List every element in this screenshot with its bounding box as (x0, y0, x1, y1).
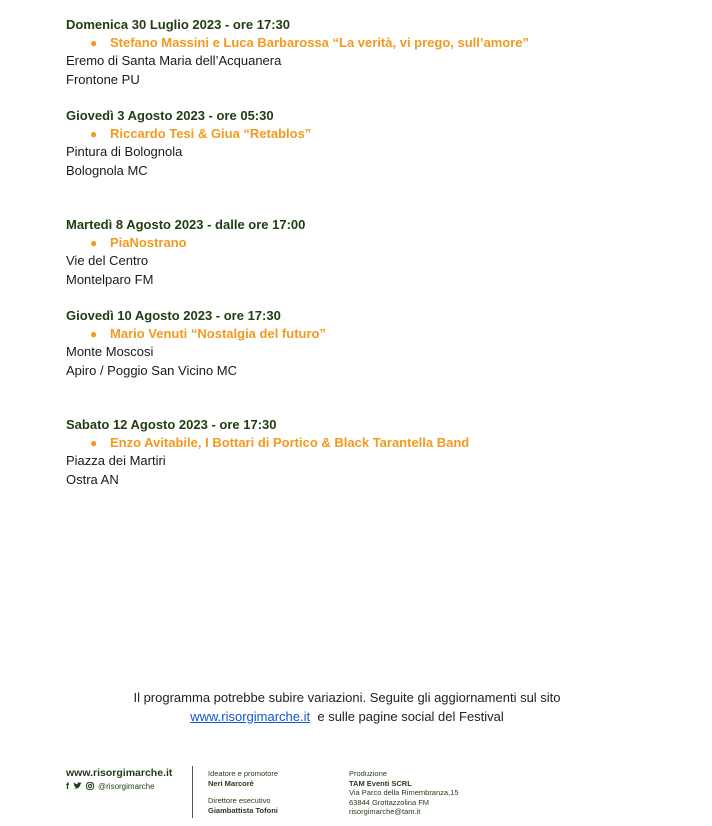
event-performer-text: Mario Venuti “Nostalgia del futuro” (110, 326, 326, 341)
bullet-icon: ● (90, 436, 98, 450)
footer-credits (208, 769, 278, 815)
bullet-icon: ● (90, 236, 98, 250)
event-venue: Pintura di Bolognola (66, 144, 183, 159)
event-performer-text: Riccardo Tesi & Giua “Retablos” (110, 126, 312, 141)
event-performer (66, 234, 305, 252)
address-line-2: 63844 Grottazzolina FM (349, 797, 430, 807)
event-date: Giovedì 3 Agosto 2023 - ore 05:30 (66, 108, 274, 123)
direttore-label: Direttore esecutivo (208, 796, 271, 805)
event-town: Bolognola MC (66, 162, 148, 178)
event-performer (66, 125, 311, 143)
event-venue: Eremo di Santa Maria dell’Acquanera (66, 53, 282, 68)
ideatore-name: Neri Marcorè (208, 778, 254, 788)
event-date: Domenica 30 Luglio 2023 - ore 17:30 (66, 17, 290, 32)
event-town: Frontone PU (66, 71, 140, 87)
event-venue: Monte Moscosi (66, 344, 154, 359)
footer-divider (192, 766, 193, 818)
direttore-name: Giambattista Tofoni (208, 805, 278, 815)
event-performer (66, 434, 469, 452)
footer-email[interactable]: risorgimarche@tam.it (349, 807, 421, 816)
event-venue: Vie del Centro (66, 253, 149, 268)
event-town: Ostra AN (66, 471, 119, 487)
event-date: Martedì 8 Agosto 2023 - dalle ore 17:00 (66, 217, 306, 232)
notice-line-2-suffix: e sulle pagine social del Festival (317, 709, 504, 724)
social-handle: @risorgimarche (98, 781, 155, 791)
instagram-icon[interactable] (86, 782, 94, 790)
produzione-label: Produzione (349, 769, 387, 778)
event-block (66, 216, 305, 289)
event-venue: Piazza dei Martiri (66, 453, 166, 468)
bullet-icon: ● (90, 127, 98, 141)
footer-site-link[interactable]: www.risorgimarche.it (66, 767, 173, 779)
event-town: Apiro / Poggio San Vicino MC (66, 362, 238, 378)
event-block (66, 307, 326, 380)
event-performer-text: PiaNostrano (110, 235, 187, 250)
event-performer-text: Stefano Massini e Luca Barbarossa “La verità, vi prego, sull’amore” (110, 35, 530, 50)
event-performer (66, 325, 326, 343)
event-town: Montelparo FM (66, 271, 154, 287)
event-date: Giovedì 10 Agosto 2023 - ore 17:30 (66, 308, 281, 323)
footer (0, 764, 712, 824)
footer-social (66, 781, 155, 791)
footer-production (349, 769, 459, 817)
event-block (66, 16, 529, 89)
address-line-1: Via Parco della Rimembranza,15 (349, 788, 459, 797)
twitter-icon[interactable] (73, 782, 82, 790)
ideatore-label: Ideatore e promotore (208, 769, 279, 778)
event-performer (66, 34, 529, 52)
notice-line-1: Il programma potrebbe subire variazioni. Seguite gli aggiornamenti sul sito (133, 690, 561, 705)
facebook-icon[interactable]: f (66, 781, 69, 791)
event-performer-text: Enzo Avitabile, I Bottari di Portico & Black Tarantella Band (110, 435, 470, 450)
produzione-name: TAM Eventi SCRL (349, 778, 412, 788)
event-date: Sabato 12 Agosto 2023 - ore 17:30 (66, 417, 277, 432)
bullet-icon: ● (90, 327, 98, 341)
event-block (66, 416, 469, 489)
site-link[interactable]: www.risorgimarche.it (190, 709, 311, 724)
bullet-icon: ● (90, 36, 98, 50)
notice-line-2 (0, 709, 694, 724)
event-block (66, 107, 311, 180)
